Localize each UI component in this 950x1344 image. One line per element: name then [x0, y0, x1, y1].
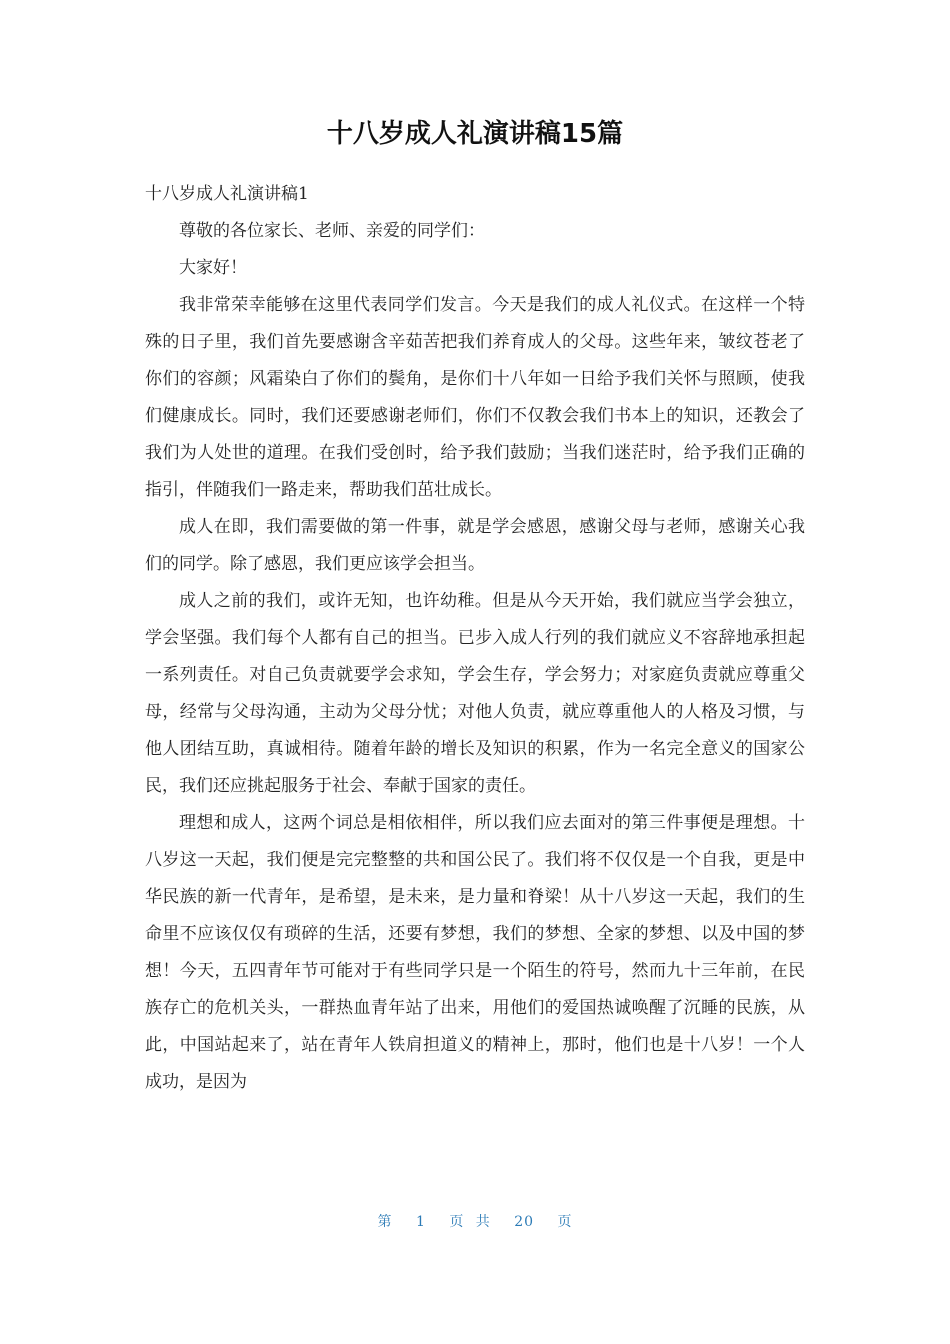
section-heading: 十八岁成人礼演讲稿1	[145, 184, 309, 204]
page-footer	[0, 1210, 950, 1234]
paragraph-2: 成人在即，我们需要做的第一件事，就是学会感恩，感谢父母与老师，感谢关心我们的同学。除了感恩，我们更应该学会担当。	[145, 517, 805, 574]
paragraph-1: 我非常荣幸能够在这里代表同学们发言。今天是我们的成人礼仪式。在这样一个特殊的日子里，我们首先要感谢含辛茹苦把我们养育成人的父母。这些年来，皱纹苍老了你们的容颜；风霜染白了你们的鬓角，是你们十八年如一日给予我们关怀与照顾，使我们健康成长。同时，我们还要感谢老师们，你们不仅教会我们书本上的知识，还教会了我们为人处世的道理。在我们受创时，给予我们鼓励；当我们迷茫时，给予我们正确的指引，伴随我们一路走来，帮助我们茁壮成长。	[145, 295, 805, 500]
footer-total-pages: 20	[514, 1214, 535, 1230]
footer-current-page: 1	[415, 1214, 426, 1230]
footer-middle: 页 共	[449, 1214, 491, 1230]
paragraph-3: 成人之前的我们，或许无知，也许幼稚。但是从今天开始，我们就应当学会独立，学会坚强。我们每个人都有自己的担当。已步入成人行列的我们就应义不容辞地承担起一系列责任。对自己负责就要学会求知，学会生存，学会努力；对家庭负责就应尊重父母，经常与父母沟通，主动为父母分忧；对他人负责，就应尊重他人的人格及习惯，与他人团结互助，真诚相待。随着年龄的增长及知识的积累，作为一名完全意义的国家公民，我们还应挑起服务于社会、奉献于国家的责任。	[145, 591, 805, 796]
document-body	[145, 176, 805, 1101]
footer-suffix: 页	[557, 1214, 573, 1230]
paragraph-greeting: 大家好！	[179, 258, 247, 278]
footer-prefix: 第	[377, 1214, 393, 1230]
paragraph-4: 理想和成人，这两个词总是相依相伴，所以我们应去面对的第三件事便是理想。十八岁这一天起，我们便是完完整整的共和国公民了。我们将不仅仅是一个自我，更是中华民族的新一代青年，是希望，是未来，是力量和脊梁！从十八岁这一天起，我们的生命里不应该仅仅有琐碎的生活，还要有梦想，我们的梦想、全家的梦想、以及中国的梦想！今天，五四青年节可能对于有些同学只是一个陌生的符号，然而九十三年前，在民族存亡的危机关头，一群热血青年站了出来，用他们的爱国热诚唤醒了沉睡的民族，从此，中国站起来了，站在青年人铁肩担道义的精神上，那时，他们也是十八岁！一个人成功，是因为	[145, 813, 805, 1092]
document-title: 十八岁成人礼演讲稿15篇	[326, 119, 624, 149]
paragraph-salutation: 尊敬的各位家长、老师、亲爱的同学们：	[179, 221, 485, 241]
